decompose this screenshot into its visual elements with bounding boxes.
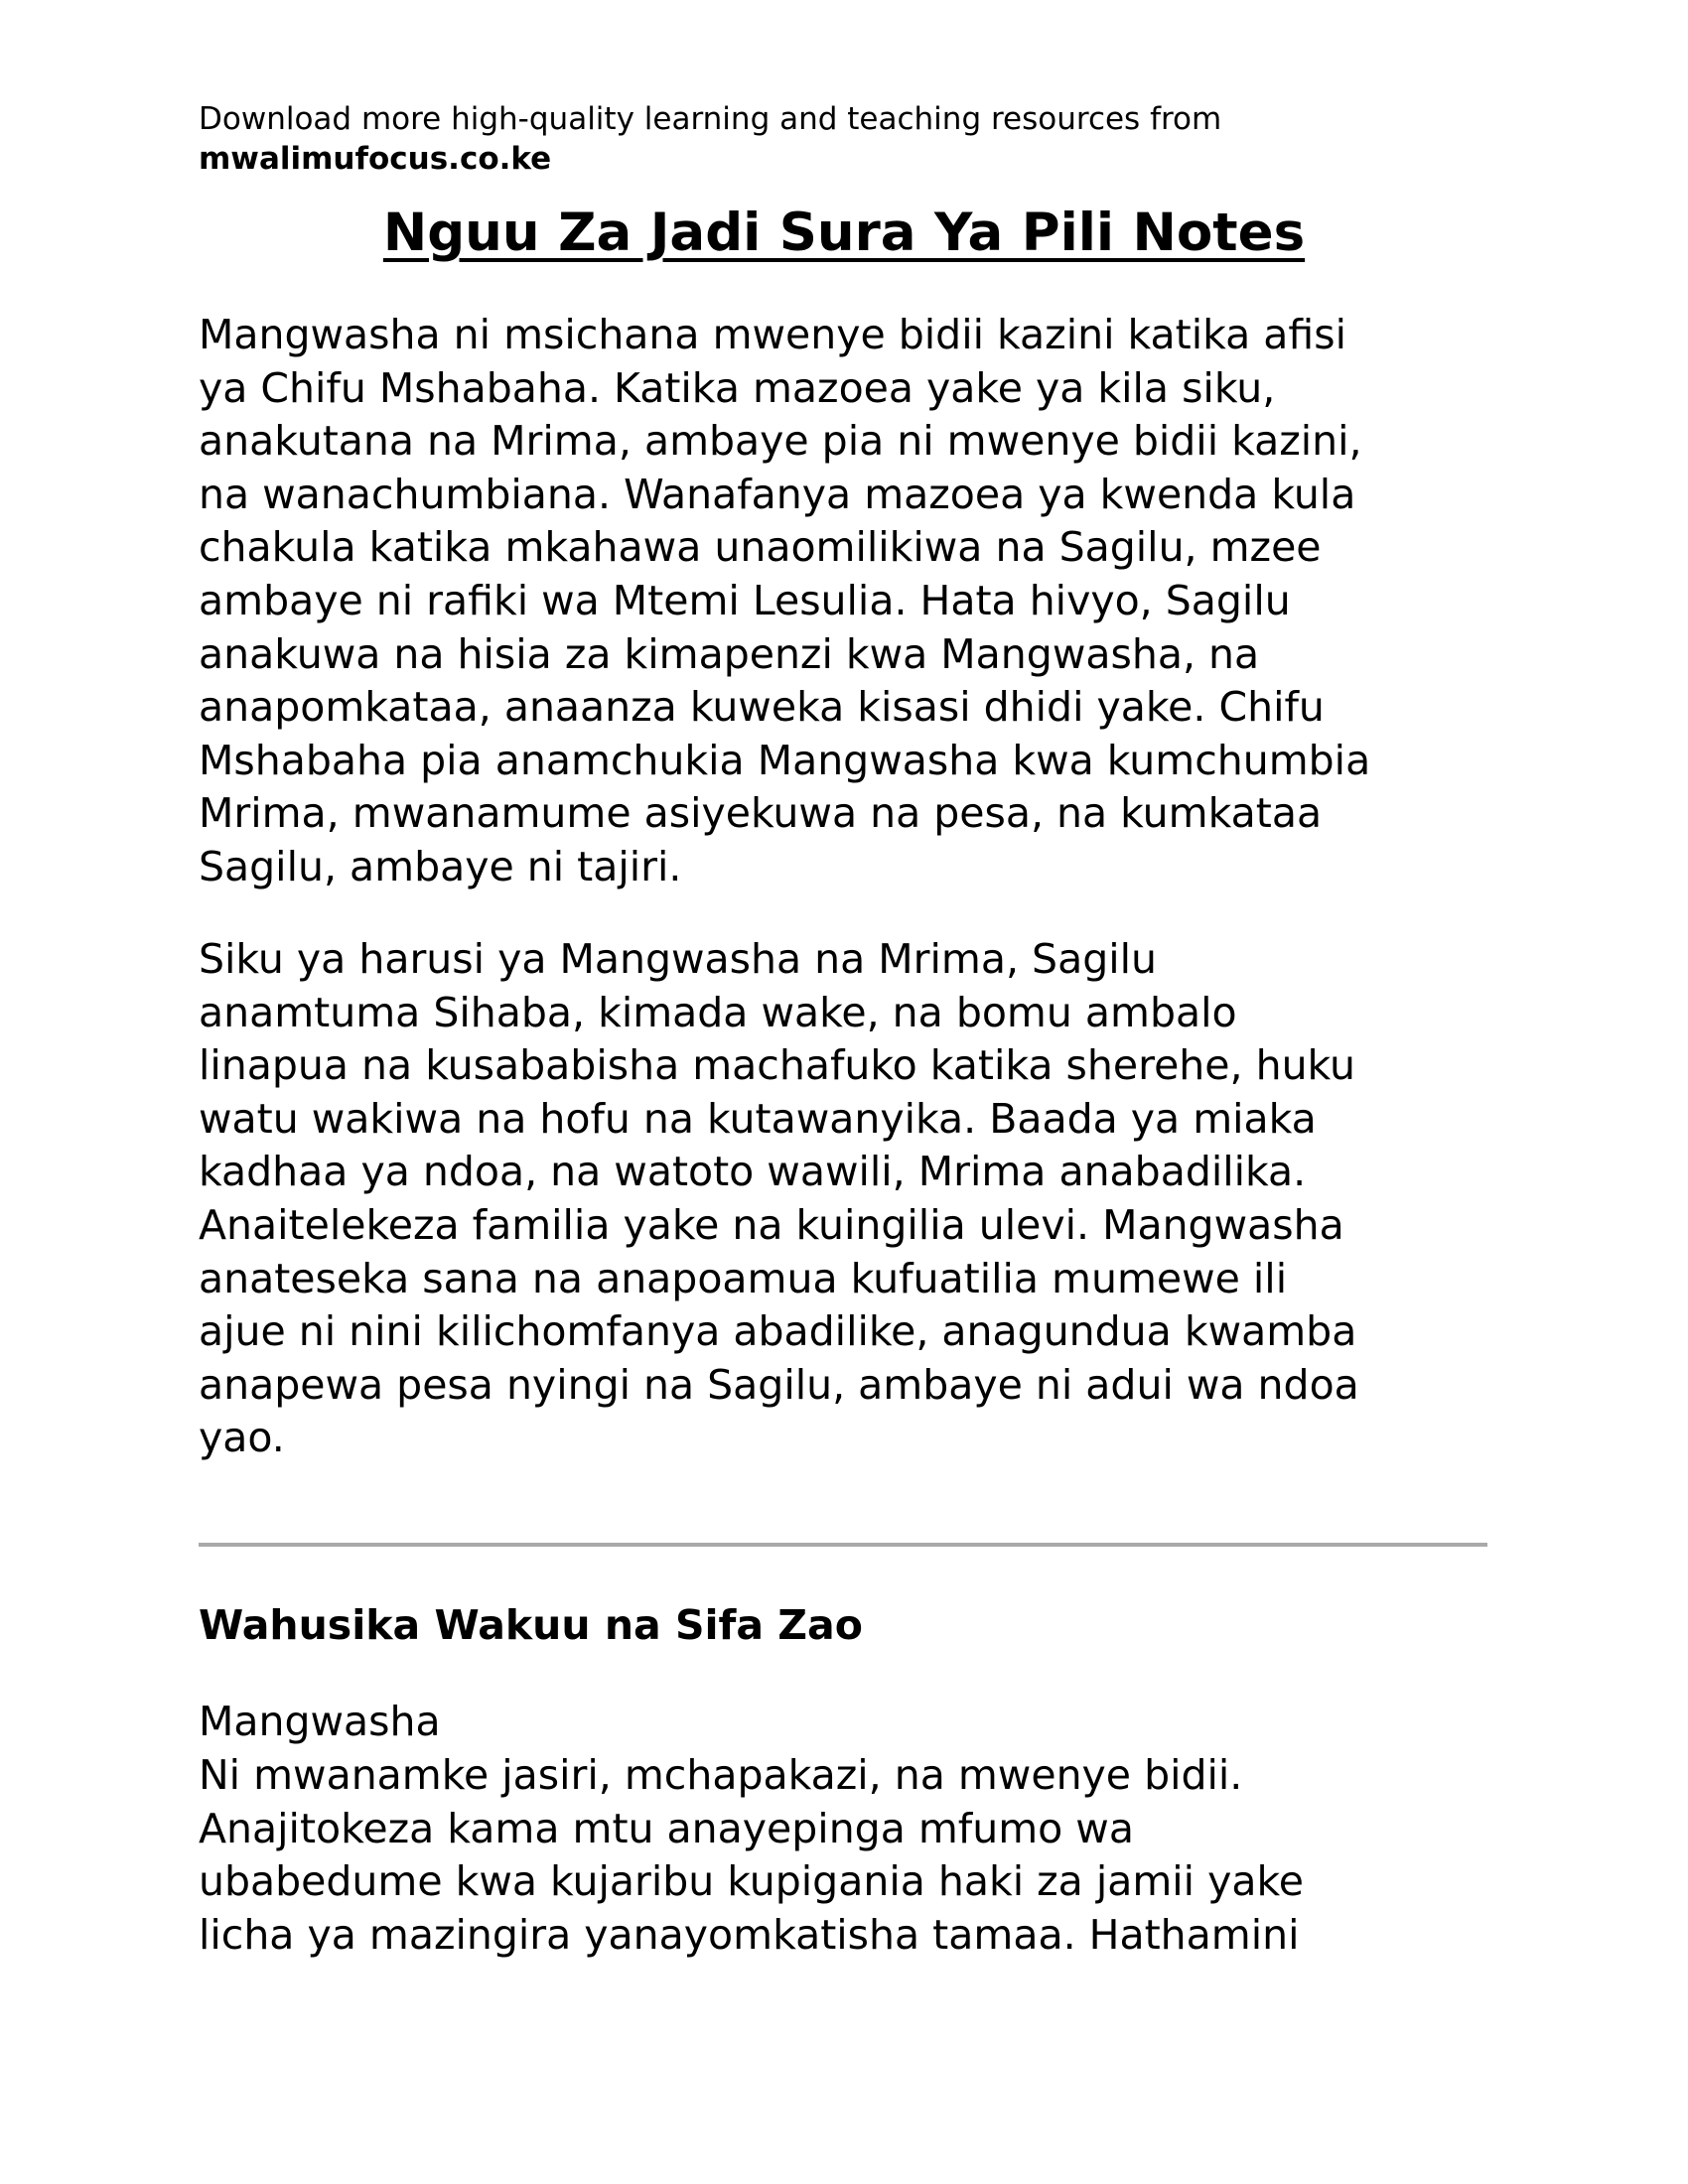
section-heading: Wahusika Wakuu na Sifa Zao bbox=[199, 1601, 863, 1649]
page-title: Nguu Za Jadi Sura Ya Pili Notes bbox=[382, 203, 1306, 263]
horizontal-divider bbox=[199, 1543, 1487, 1547]
summary-paragraph-1: Mangwasha ni msichana mwenye bidii kazini katika afisi ya Chifu Mshabaha. Katika mazoea yake ya kila siku, anakutana na Mrima, ambaye pia ni mwenye bidii kazini, na wanachumbiana. Wanafanya mazoea ya kwenda kula chakula katika mkahawa unaomilikiwa na Sagilu, mzee ambaye ni rafiki wa Mtemi Lesulia. Hata hivyo, Sagilu anakuwa na hisia za kimapenzi kwa Mangwasha, na anapomkataa, anaanza kuweka kisasi dhidi yake. Chifu Mshabaha pia anamchukia Mangwasha kwa kumchumbia Mrima, mwanamume asiyekuwa na pesa, na kumkataa Sagilu, ambaye ni tajiri. bbox=[199, 311, 1371, 890]
site-link[interactable]: mwalimufocus.co.ke bbox=[199, 141, 552, 177]
character-description: Ni mwanamke jasiri, mchapakazi, na mwenye bidii. Anajitokeza kama mtu anayepinga mfumo wa ubabedume kwa kujaribu kupigania haki za jamii yake licha ya mazingira yanayomkatisha tamaa. Hathamini bbox=[199, 1751, 1304, 1959]
download-note-text: Download more high-quality learning and teaching resources from bbox=[199, 101, 1222, 137]
download-note bbox=[199, 99, 1489, 179]
character-name: Mangwasha bbox=[199, 1698, 441, 1745]
summary-paragraph-2: Siku ya harusi ya Mangwasha na Mrima, Sagilu anamtuma Sihaba, kimada wake, na bomu ambalo linapua na kusababisha machafuko katika sherehe, huku watu wakiwa na hofu na kutawanyika. Baada ya miaka kadhaa ya ndoa, na watoto wawili, Mrima anabadilika. Anaitelekeza familia yake na kuingilia ulevi. Mangwasha anateseka sana na anapoamua kufuatilia mumewe ili ajue ni nini kilichomfanya abadilike, anagundua kwamba anapewa pesa nyingi na Sagilu, ambaye ni adui wa ndoa yao. bbox=[199, 935, 1359, 1462]
